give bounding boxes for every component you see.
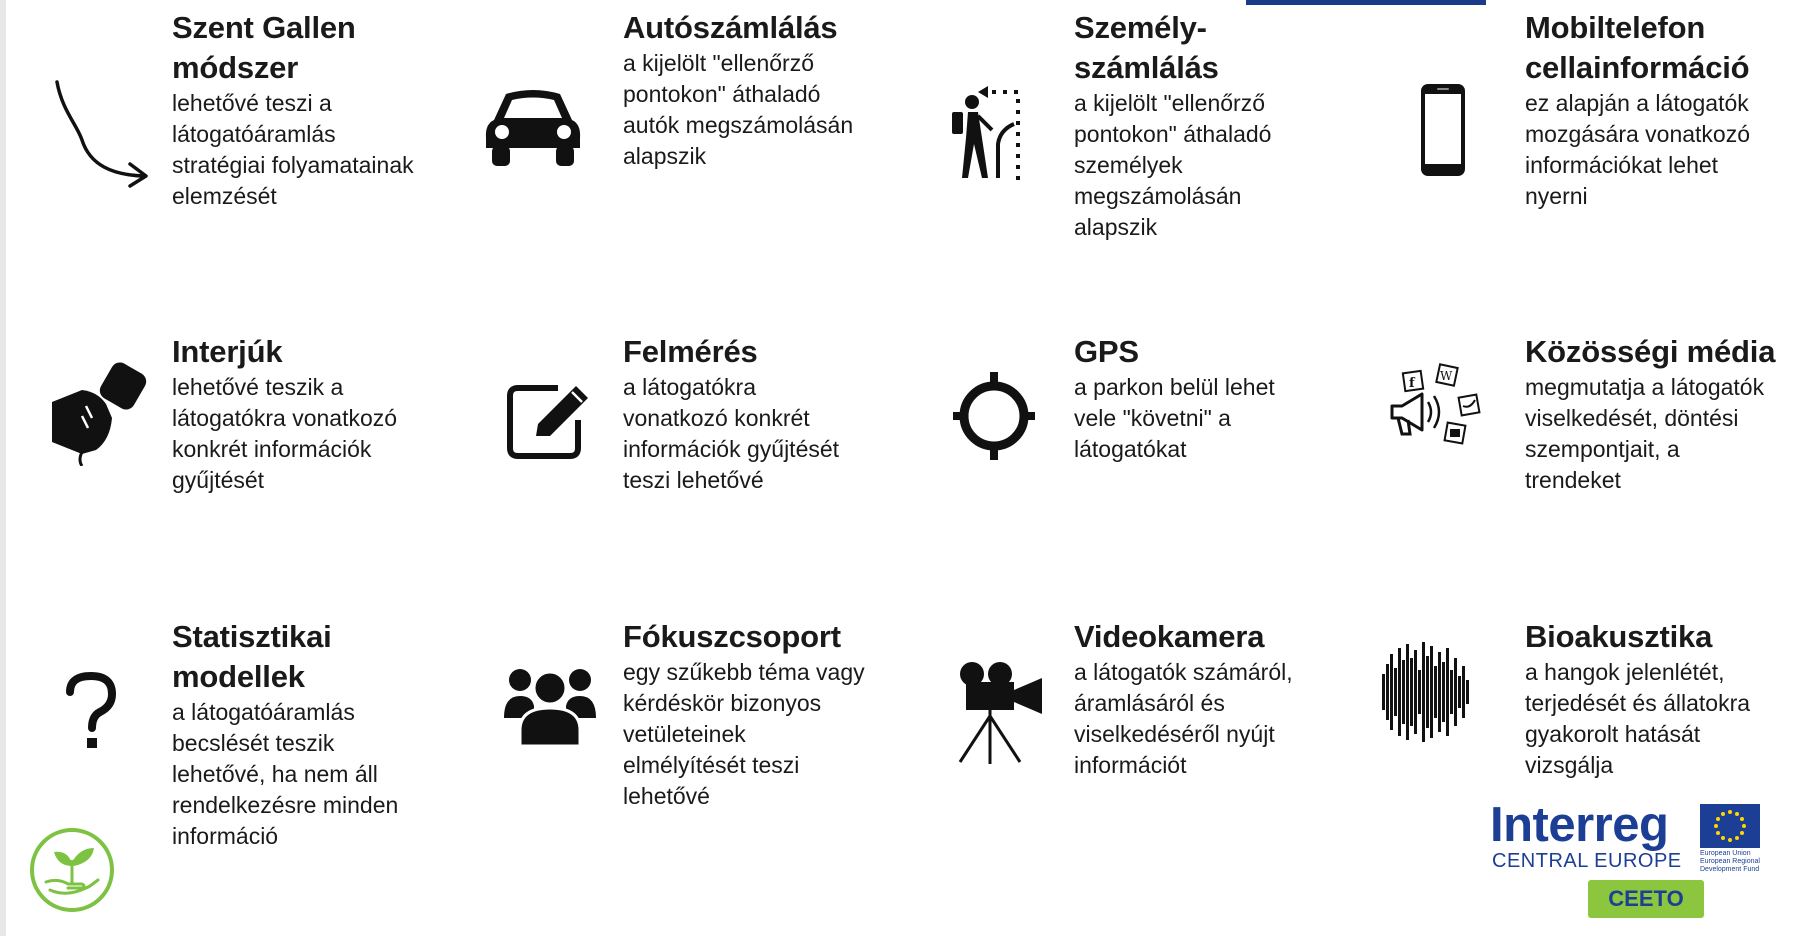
item-szent-gallen	[172, 8, 462, 212]
item-fokuszcsoport	[623, 617, 923, 812]
svg-text:f: f	[1409, 376, 1415, 391]
item-title: Videokamera	[1074, 619, 1265, 654]
hand-plant-logo	[28, 826, 116, 919]
interreg-logo	[1490, 798, 1770, 930]
item-description: a parkon belül lehet vele "követni" a látogatókat	[1074, 374, 1275, 462]
smartphone-icon	[1419, 82, 1467, 178]
eu-flag-icon	[1700, 804, 1760, 848]
item-description: a kijelölt "ellenőrző pontokon" áthaladó autók megszámolásán alapszik	[623, 50, 854, 169]
sound-wave-icon	[1382, 640, 1472, 744]
social-media-icon	[1388, 362, 1484, 454]
item-title: Interjúk	[172, 334, 283, 369]
item-title: Bioakusztika	[1525, 619, 1713, 654]
item-title: GPS	[1074, 334, 1139, 369]
item-description: lehetővé teszi a látogatóáramlás stratégiai folyamatainak elemzését	[172, 90, 414, 209]
item-description: a látogatók számáról, áramlásáról és viselkedéséről nyújt információt	[1074, 659, 1293, 778]
item-title: Felmérés	[623, 334, 758, 369]
left-border	[0, 0, 6, 936]
item-autoszamlalas	[623, 8, 923, 172]
item-bioakusztika	[1525, 617, 1810, 781]
top-decoration	[1246, 0, 1486, 5]
item-statisztikai-modellek	[172, 617, 462, 852]
item-description: a látogatóáramlás becslését teszik lehetővé, ha nem áll rendelkezésre minden információ	[172, 699, 399, 849]
microphone-hand-icon	[52, 362, 148, 466]
item-videokamera	[1074, 617, 1374, 781]
item-title: Statisztikai modellek	[172, 619, 332, 694]
item-kozossegi-media	[1525, 332, 1810, 496]
eu-fund-text: European Union European Regional Development Fund	[1700, 850, 1760, 873]
item-description: a látogatókra vonatkozó konkrét információk gyűjtését teszi lehetővé	[623, 374, 840, 493]
item-description: a hangok jelenlétét, terjedését és állatokra gyakorolt hatását vizsgálja	[1525, 659, 1751, 778]
item-title: Autószámlálás	[623, 10, 838, 45]
question-mark-icon	[64, 672, 118, 752]
item-title: Közösségi média	[1525, 334, 1776, 369]
item-mobiltelefon	[1525, 8, 1810, 212]
curved-arrow-icon	[52, 80, 152, 190]
item-title: Szent Gallen módszer	[172, 10, 356, 85]
item-gps	[1074, 332, 1374, 465]
item-title: Mobiltelefon cellainformáció	[1525, 10, 1750, 85]
group-icon	[504, 660, 596, 746]
item-description: ez alapján a látogatók mozgására vonatkozó információkat lehet nyerni	[1525, 90, 1751, 209]
video-camera-icon	[956, 656, 1046, 766]
item-szemelyszamlalas	[1074, 8, 1374, 243]
svg-text:W: W	[1440, 369, 1453, 383]
item-interjuk	[172, 332, 462, 496]
ceeto-badge: CEETO	[1588, 880, 1704, 918]
item-felmeres	[623, 332, 923, 496]
item-description: a kijelölt "ellenőrző pontokon" áthaladó személyek megszámolásán alapszik	[1074, 90, 1272, 240]
item-title: Személy- számlálás	[1074, 10, 1219, 85]
item-description: egy szűkebb téma vagy kérdéskör bizonyos vetületeinek elmélyítését teszi lehetővé	[623, 659, 865, 809]
interreg-wordmark: Interreg	[1490, 798, 1669, 852]
central-europe-label: CENTRAL EUROPE	[1492, 850, 1682, 872]
item-title: Fókuszcsoport	[623, 619, 841, 654]
hiker-path-icon	[948, 82, 1044, 182]
item-description: megmutatja a látogatók viselkedését, döntési szempontjait, a trendeket	[1525, 374, 1765, 493]
car-icon	[484, 86, 582, 168]
crosshair-icon	[953, 370, 1035, 460]
item-description: lehetővé teszik a látogatókra vonatkozó konkrét információk gyűjtését	[172, 374, 398, 493]
edit-form-icon	[506, 380, 596, 460]
